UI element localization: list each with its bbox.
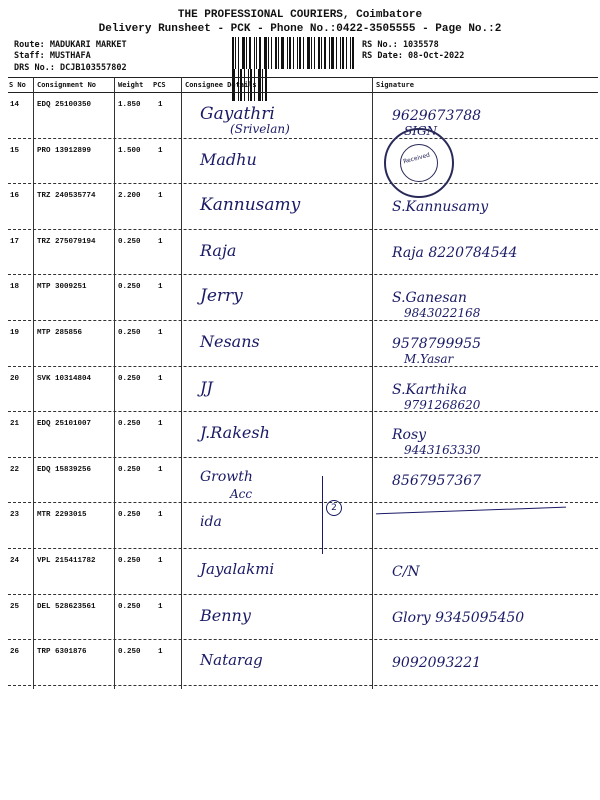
table-header-rule xyxy=(8,92,598,93)
barcode-bar xyxy=(287,37,288,69)
row-sno: 14 xyxy=(10,101,20,109)
barcode-bar xyxy=(318,37,320,69)
row-consignee-handwritten: JJ xyxy=(200,377,213,397)
document-subtitle: Delivery Runsheet - PCK - Phone No.:0422-3505555 - Page No.:2 xyxy=(98,23,502,35)
row-signature-2: 9843022168 xyxy=(404,306,481,321)
col-header-consignment: Consignment No xyxy=(37,81,97,89)
row-consignee-handwritten: Nesans xyxy=(200,332,260,351)
barcode-bar xyxy=(262,69,263,101)
drs-number: DRS No.: DCJB103557802 xyxy=(14,63,127,73)
barcode-bar xyxy=(342,37,344,69)
col-header-pcs: PCS xyxy=(153,81,166,89)
row-weight: 2.200 xyxy=(118,192,141,201)
row-consignment-no: TRZ 275079194 xyxy=(37,237,96,246)
row-consignee-handwritten: Benny xyxy=(200,605,251,625)
row-sno: 15 xyxy=(10,146,20,155)
barcode-bar xyxy=(293,37,294,69)
row-consignment-no: TRP 6301876 xyxy=(37,648,87,657)
column-divider xyxy=(114,77,115,689)
row-signature: 8567957367 xyxy=(392,472,482,489)
barcode-bar xyxy=(299,37,301,69)
barcode-bar xyxy=(303,37,304,69)
row-weight: 0.250 xyxy=(118,511,141,520)
row-consignment-no: PRO 13912899 xyxy=(37,146,92,155)
row-pcs: 1 xyxy=(158,420,163,429)
barcode-bar xyxy=(242,37,245,69)
row-consignee-handwritten-2: (Srivelan) xyxy=(230,122,290,136)
row-sno: 25 xyxy=(10,602,20,611)
row-separator xyxy=(8,457,598,458)
row-consignee-handwritten: J.Rakesh xyxy=(200,423,270,443)
row-weight: 1.850 xyxy=(118,101,141,109)
barcode-bar xyxy=(307,37,310,69)
column-divider xyxy=(372,77,373,689)
row-pcs: 1 xyxy=(158,146,163,155)
row-sno: 17 xyxy=(10,237,20,246)
row-pcs: 1 xyxy=(158,602,163,611)
row-sno: 16 xyxy=(10,192,20,201)
row-pcs: 1 xyxy=(158,511,163,520)
row-pcs: 1 xyxy=(158,557,163,565)
row-pcs: 1 xyxy=(158,374,163,383)
handwritten-bracket xyxy=(314,476,323,554)
row-separator xyxy=(8,366,598,367)
row-consignee-handwritten: Madhu xyxy=(200,149,257,169)
stamp-text: Received xyxy=(402,151,431,166)
row-consignment-no: MTR 2293015 xyxy=(37,511,87,520)
row-signature-2: 9791268620 xyxy=(404,397,481,412)
row-pcs: 1 xyxy=(158,648,163,657)
barcode-bar xyxy=(256,37,257,69)
row-weight: 0.250 xyxy=(118,329,141,337)
row-consignment-no: EDQ 25101007 xyxy=(37,420,92,429)
row-consignment-no: EDQ 15839256 xyxy=(37,465,92,474)
barcode-bar xyxy=(238,37,239,69)
barcode-bar xyxy=(314,37,315,69)
barcode-bar xyxy=(329,37,330,69)
row-weight: 0.250 xyxy=(118,557,141,565)
barcode-bar xyxy=(352,37,354,69)
row-sno: 18 xyxy=(10,283,20,292)
barcode-bar xyxy=(249,37,251,69)
row-separator xyxy=(8,138,598,139)
col-header-sno: S No xyxy=(9,81,26,89)
row-signature: 9092093221 xyxy=(392,655,482,672)
row-pcs: 1 xyxy=(158,283,163,292)
row-sno: 26 xyxy=(10,648,20,657)
barcode-bar xyxy=(265,69,267,101)
row-consignment-no: VPL 215411782 xyxy=(37,557,96,565)
barcode-bar xyxy=(346,37,347,69)
col-header-consignee: Consignee Details xyxy=(185,81,257,89)
received-stamp xyxy=(384,128,454,198)
row-weight: 0.250 xyxy=(118,237,141,246)
row-weight: 0.250 xyxy=(118,283,141,292)
row-pcs: 1 xyxy=(158,237,163,246)
barcode-bar xyxy=(289,37,291,69)
row-sno: 20 xyxy=(10,374,20,383)
barcode-bar xyxy=(278,37,279,69)
row-weight: 1.500 xyxy=(118,146,141,155)
row-weight: 0.250 xyxy=(118,602,141,611)
row-sno: 24 xyxy=(10,557,20,565)
row-consignment-no: EDQ 25100350 xyxy=(37,101,92,109)
rs-date: RS Date: 08-Oct-2022 xyxy=(362,51,465,61)
column-divider xyxy=(181,77,182,689)
row-separator xyxy=(8,639,598,640)
row-consignee-handwritten: Natarag xyxy=(200,651,263,670)
row-signature-2: M.Yasar xyxy=(404,352,454,366)
column-divider xyxy=(33,77,34,689)
barcode-bar xyxy=(258,69,261,101)
row-sno: 19 xyxy=(10,329,20,337)
row-consignee-handwritten-2: Acc xyxy=(230,486,253,501)
row-consignment-no: MTP 285856 xyxy=(37,329,83,337)
staff-label: Staff: MUSTHAFA xyxy=(14,51,91,61)
barcode-bar xyxy=(275,37,277,69)
row-separator xyxy=(8,594,598,595)
row-signature: S.Karthika xyxy=(392,381,467,398)
barcode-bar xyxy=(271,37,272,69)
row-pcs: 1 xyxy=(158,465,163,474)
row-consignee-handwritten: Raja xyxy=(200,240,237,260)
barcode-bar xyxy=(235,37,236,69)
barcode-bar xyxy=(254,37,255,69)
row-weight: 0.250 xyxy=(118,420,141,429)
row-separator xyxy=(8,229,598,230)
barcode-bar xyxy=(246,37,247,69)
barcode-bar xyxy=(311,37,312,69)
row-signature: S.Ganesan xyxy=(392,290,467,307)
barcode xyxy=(232,37,356,69)
barcode-bar xyxy=(281,37,284,69)
row-pcs: 1 xyxy=(158,192,163,201)
row-separator xyxy=(8,411,598,412)
strike-through-line xyxy=(376,507,566,515)
document-title: THE PROFESSIONAL COURIERS, Coimbatore xyxy=(177,9,423,21)
row-consignee-handwritten: Jayalakmi xyxy=(200,560,275,578)
barcode-bar xyxy=(324,37,326,69)
col-header-weight: Weight xyxy=(118,81,144,89)
circled-number: 2 xyxy=(326,500,342,516)
row-signature: 9578799955 xyxy=(392,336,482,352)
row-sno: 22 xyxy=(10,465,20,474)
row-signature-2: SIGN xyxy=(404,124,438,138)
row-separator xyxy=(8,274,598,275)
row-consignee-handwritten: Jerry xyxy=(200,286,243,307)
barcode-bar xyxy=(259,37,261,69)
row-weight: 0.250 xyxy=(118,374,141,383)
rs-number: RS No.: 1035578 xyxy=(362,40,439,50)
row-consignment-no: TRZ 240535774 xyxy=(37,192,96,201)
barcode-bar xyxy=(297,37,298,69)
row-weight: 0.250 xyxy=(118,648,141,657)
col-header-signature: Signature xyxy=(376,81,414,89)
row-sno: 21 xyxy=(10,420,20,429)
row-consignment-no: SVK 10314804 xyxy=(37,374,92,383)
row-consignment-no: MTP 3009251 xyxy=(37,283,87,292)
row-pcs: 1 xyxy=(158,329,163,337)
row-consignee-handwritten: Growth xyxy=(200,468,253,485)
barcode-bar xyxy=(336,37,337,69)
barcode-bar xyxy=(232,37,234,69)
row-separator xyxy=(8,183,598,184)
row-sno: 23 xyxy=(10,511,20,520)
row-pcs: 1 xyxy=(158,101,163,109)
barcode-bar xyxy=(268,37,269,69)
row-consignee-handwritten: ida xyxy=(200,514,222,531)
row-signature: S.Kannusamy xyxy=(392,199,489,216)
row-signature-2: 9443163330 xyxy=(404,443,481,458)
row-signature: Glory 9345095450 xyxy=(392,609,525,626)
table-top-rule xyxy=(8,77,598,78)
row-weight: 0.250 xyxy=(118,465,141,474)
barcode-bar xyxy=(321,37,322,69)
row-consignee-handwritten: Gayathri xyxy=(200,104,275,124)
barcode-bar xyxy=(340,37,341,69)
row-consignee-handwritten: Kannusamy xyxy=(200,195,301,216)
barcode-bar xyxy=(264,37,267,69)
row-signature: Rosy xyxy=(392,427,427,444)
row-signature: C/N xyxy=(392,564,420,580)
route-label: Route: MADUKARI MARKET xyxy=(14,40,127,50)
row-consignment-no: DEL 528623561 xyxy=(37,602,96,611)
row-separator xyxy=(8,685,598,686)
row-separator xyxy=(8,502,598,503)
row-signature: Raja 8220784544 xyxy=(392,244,518,261)
row-separator xyxy=(8,548,598,549)
barcode-bar xyxy=(350,37,351,69)
row-signature: 9629673788 xyxy=(392,108,482,124)
barcode-bar xyxy=(331,37,334,69)
row-separator xyxy=(8,320,598,321)
